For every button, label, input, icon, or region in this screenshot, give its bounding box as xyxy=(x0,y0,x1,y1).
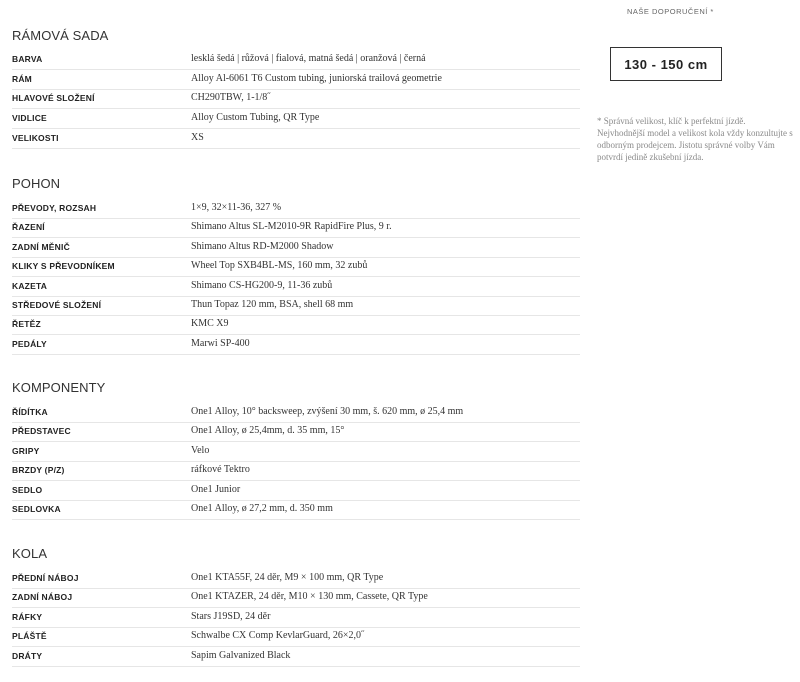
spec-value: Shimano Altus SL-M2010-9R RapidFire Plus, 9 r. xyxy=(191,221,392,232)
spec-value: Stars J19SD, 24 děr xyxy=(191,611,271,622)
spec-label: PŘEVODY, ROZSAH xyxy=(12,203,97,213)
spec-value: ráfkové Tektro xyxy=(191,464,250,475)
spec-value: One1 Alloy, 10° backsweep, zvýšení 30 mm, š. 620 mm, ø 25,4 mm xyxy=(191,406,464,417)
row-divider xyxy=(12,354,580,355)
spec-label: ŘÍDÍTKA xyxy=(12,407,48,417)
spec-row xyxy=(0,200,580,219)
spec-label: PŘEDSTAVEC xyxy=(12,426,71,436)
row-divider xyxy=(12,441,580,442)
row-divider xyxy=(12,334,580,335)
row-divider xyxy=(12,128,580,129)
spec-row xyxy=(0,110,580,129)
spec-label: RÁFKY xyxy=(12,612,43,622)
spec-row xyxy=(0,570,580,589)
row-divider xyxy=(12,480,580,481)
spec-row xyxy=(0,423,580,442)
spec-value: One1 KTA55F, 24 děr, M9 × 100 mm, QR Type xyxy=(191,572,384,583)
section-title-components: KOMPONENTY xyxy=(12,380,106,395)
size-recommendation-panel xyxy=(590,0,793,200)
row-divider xyxy=(12,108,580,109)
spec-label: STŘEDOVÉ SLOŽENÍ xyxy=(12,300,102,310)
spec-label: RÁM xyxy=(12,74,32,84)
spec-row xyxy=(0,648,580,667)
spec-label: KAZETA xyxy=(12,281,48,291)
spec-row xyxy=(0,336,580,355)
spec-label: VIDLICE xyxy=(12,113,47,123)
recommended-size-box: 130 - 150 cm xyxy=(610,47,722,81)
spec-row xyxy=(0,297,580,316)
row-divider xyxy=(12,237,580,238)
spec-label: BRZDY (P/Z) xyxy=(12,465,65,475)
spec-value: Wheel Top SXB4BL-MS, 160 mm, 32 zubů xyxy=(191,260,368,271)
spec-value: Shimano CS-HG200-9, 11-36 zubů xyxy=(191,280,333,291)
spec-row xyxy=(0,589,580,608)
spec-value: One1 Junior xyxy=(191,484,241,495)
spec-row xyxy=(0,51,580,70)
row-divider xyxy=(12,607,580,608)
spec-row xyxy=(0,278,580,297)
spec-value: Alloy Custom Tubing, QR Type xyxy=(191,112,320,123)
spec-label: HLAVOVÉ SLOŽENÍ xyxy=(12,93,95,103)
spec-row xyxy=(0,130,580,149)
spec-row xyxy=(0,71,580,90)
spec-label: DRÁTY xyxy=(12,651,43,661)
row-divider xyxy=(12,69,580,70)
spec-row xyxy=(0,258,580,277)
spec-label: ŘETĚZ xyxy=(12,319,41,329)
spec-label: SEDLOVKA xyxy=(12,504,61,514)
spec-value: One1 Alloy, ø 27,2 mm, d. 350 mm xyxy=(191,503,333,514)
spec-value: 1×9, 32×11-36, 327 % xyxy=(191,202,282,213)
row-divider xyxy=(12,646,580,647)
spec-value: Velo xyxy=(191,445,210,456)
spec-row xyxy=(0,482,580,501)
spec-value: XS xyxy=(191,132,204,143)
recommendation-label: NAŠE DOPORUČENÍ * xyxy=(627,7,714,16)
spec-row xyxy=(0,462,580,481)
spec-label: VELIKOSTI xyxy=(12,133,59,143)
spec-label: KLIKY S PŘEVODNÍKEM xyxy=(12,261,115,271)
spec-row xyxy=(0,404,580,423)
spec-label: GRIPY xyxy=(12,446,40,456)
spec-label: BARVA xyxy=(12,54,43,64)
spec-value: Shimano Altus RD-M2000 Shadow xyxy=(191,241,334,252)
spec-value: CH290TBW, 1-1/8˝ xyxy=(191,92,271,103)
spec-label: PEDÁLY xyxy=(12,339,47,349)
spec-row xyxy=(0,90,580,109)
spec-row xyxy=(0,628,580,647)
row-divider xyxy=(12,666,580,667)
section-title-frame-set: RÁMOVÁ SADA xyxy=(12,28,109,43)
spec-label: ZADNÍ NÁBOJ xyxy=(12,592,73,602)
spec-row xyxy=(0,443,580,462)
spec-label: PLÁŠTĚ xyxy=(12,631,47,641)
spec-value: Schwalbe CX Comp KevlarGuard, 26×2,0˝ xyxy=(191,630,365,641)
row-divider xyxy=(12,519,580,520)
spec-value: KMC X9 xyxy=(191,318,229,329)
spec-label: PŘEDNÍ NÁBOJ xyxy=(12,573,79,583)
spec-value: Marwi SP-400 xyxy=(191,338,250,349)
spec-label: SEDLO xyxy=(12,485,43,495)
spec-value: One1 Alloy, ø 25,4mm, d. 35 mm, 15° xyxy=(191,425,345,436)
spec-row xyxy=(0,609,580,628)
spec-value: One1 KTAZER, 24 děr, M10 × 130 mm, Cassete, QR Type xyxy=(191,591,428,602)
spec-value: Alloy Al-6061 T6 Custom tubing, juniorská trailová geometrie xyxy=(191,73,442,84)
size-disclaimer: * Správná velikost, klíč k perfektní jízdě. Nejvhodnější model a velikost kola vždy konzultujte s odborným prodejcem. Jistotu správné volby Vám potvrdí jedině zkušební jízda. xyxy=(597,116,793,162)
spec-value: Thun Topaz 120 mm, BSA, shell 68 mm xyxy=(191,299,354,310)
spec-row xyxy=(0,501,580,520)
spec-value: lesklá šedá | růžová | fialová, matná šedá | oranžová | černá xyxy=(191,53,426,64)
row-divider xyxy=(12,148,580,149)
spec-row xyxy=(0,219,580,238)
spec-label: ZADNÍ MĚNIČ xyxy=(12,242,70,252)
spec-label: ŘAZENÍ xyxy=(12,222,45,232)
spec-row xyxy=(0,239,580,258)
spec-value: Sapim Galvanized Black xyxy=(191,650,291,661)
spec-row xyxy=(0,316,580,335)
section-title-drivetrain: POHON xyxy=(12,176,61,191)
section-title-wheels: KOLA xyxy=(12,546,48,561)
row-divider xyxy=(12,276,580,277)
